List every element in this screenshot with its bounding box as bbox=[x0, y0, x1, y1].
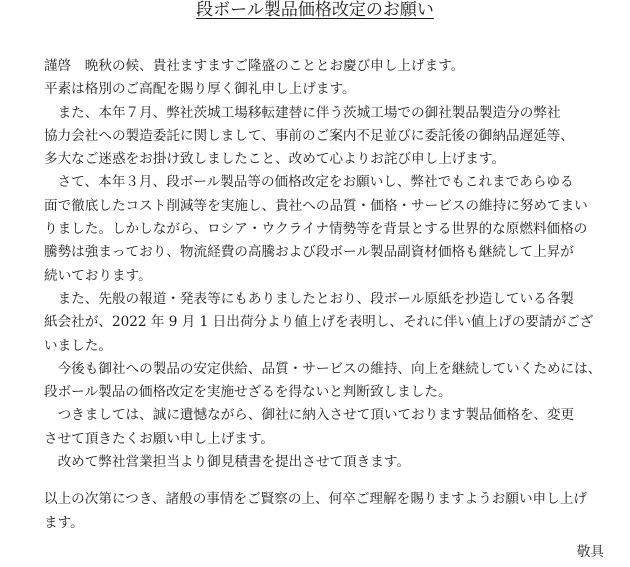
body-line: 平素は格別のご高配を賜り厚く御礼申し上げます。 bbox=[44, 81, 356, 98]
body-line: 改めて弊社営業担当より御見積書を提出させて頂きます。 bbox=[44, 454, 410, 471]
body-line: いました。 bbox=[44, 337, 112, 354]
body-line: 騰勢は強まっており、物流経費の高騰および段ボール製品副資材価格も継続して上昇が bbox=[44, 244, 574, 261]
body-line: 紙会社が、2022 年 9 月 1 日出荷分より値上げを表明し、それに伴い値上げの要請がござ bbox=[44, 314, 594, 331]
paragraph-gap bbox=[44, 474, 604, 488]
body-line: 段ボール製品の価格改定を実施せざるを得ないと判断致しました。 bbox=[44, 384, 452, 401]
title-text: 段ボール製品価格改定のお願い bbox=[196, 0, 434, 20]
body-line: 協力会社への製造委託に関しまして、事前のご案内不足並びに委託後の御納品遅延等、 bbox=[44, 127, 574, 144]
closing-salutation: 敬具 bbox=[576, 544, 604, 560]
body-line: りました。しかしながら、ロシア・ウクライナ情勢等を背景とする世界的な原燃料価格の bbox=[44, 221, 588, 238]
body-line: つきましては、誠に遺憾ながら、御社に納入させて頂いております製品価格を、変更 bbox=[44, 407, 575, 424]
body-line: 面で徹底したコスト削減等を実施し、貴社への品質・価格・サービスの維持に努めてまい bbox=[44, 197, 588, 214]
body-line: 謹啓 晩秋の候、貴社ますますご隆盛のこととお慶び申し上げます。 bbox=[44, 58, 465, 74]
body-line: 以上の次第につき、諸般の事情をご賢察の上、何卒ご理解を賜りますようお願い申し上げ bbox=[44, 491, 587, 508]
body-line: また、本年７月、弊社茨城工場移転建替に伴う茨城工場での御社製品製造分の弊社 bbox=[44, 104, 561, 121]
body-line: させて頂きたくお願い申し上げます。 bbox=[44, 430, 275, 447]
body-line: 続いております。 bbox=[44, 267, 152, 284]
body-line: 多大なご迷惑をお掛け致しましたこと、改めて心よりお詫び申し上げます。 bbox=[44, 151, 506, 168]
body-line: 今後も御社への製品の安定供給、品質・サービスの維持、向上を継続していくためには、 bbox=[44, 360, 602, 377]
body-line: ます。 bbox=[44, 514, 84, 531]
letter-title bbox=[0, 0, 630, 20]
letter-body bbox=[44, 55, 604, 535]
body-line: さて、本年３月、段ボール製品等の価格改定をお願いし、弊社でもこれまであらゆる bbox=[44, 174, 574, 191]
body-line: また、先般の報道・発表等にもありましたとおり、段ボール原紙を抄造している各製 bbox=[44, 290, 574, 307]
